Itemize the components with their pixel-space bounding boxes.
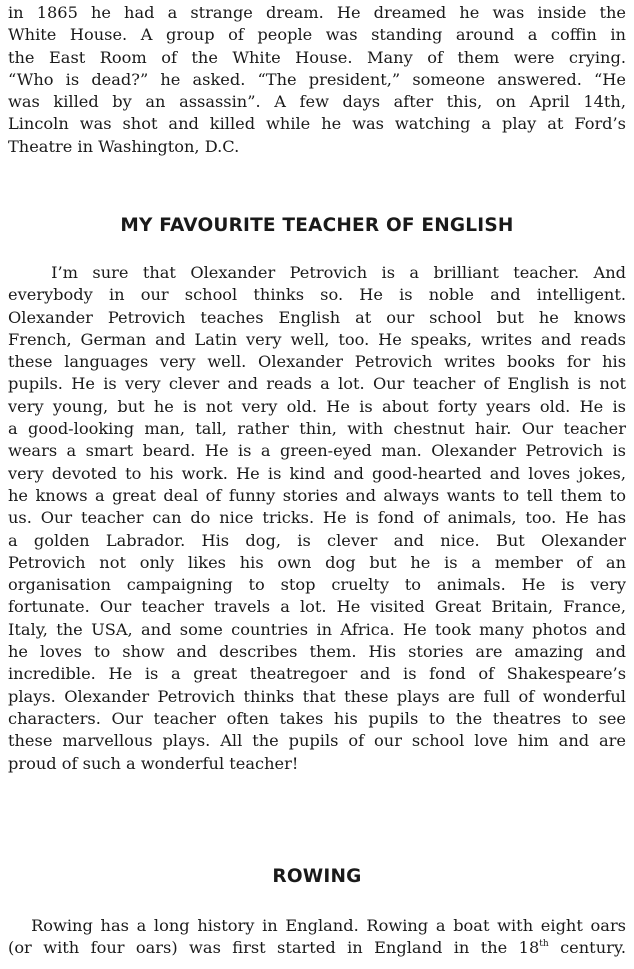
text-line xyxy=(8,937,626,959)
text-line: Rowing has a long history in England. Rowing a boat with eight oars xyxy=(8,916,626,935)
rowing-paragraph xyxy=(8,915,626,960)
text-line: pupils. He is very clever and reads a lot. Our teacher of English is not xyxy=(8,374,626,394)
text-line: plays. Olexander Petrovich thinks that these plays are full of wonderful xyxy=(8,686,626,706)
text-line: wears a smart beard. He is a green-eyed man. Olexander Petrovich is xyxy=(8,441,626,461)
text-line: proud of such a wonderful teacher! xyxy=(8,753,299,773)
text-line: us. Our teacher can do nice tricks. He is fond of animals, too. He has xyxy=(8,508,626,528)
text-line: organisation campaigning to stop cruelty to animals. He is very xyxy=(8,575,626,595)
section-title-teacher: MY FAVOURITE TEACHER OF ENGLISH xyxy=(120,215,514,236)
text-line: he knows a great deal of funny stories and always wants to tell them to xyxy=(8,485,626,505)
text-line: Theatre in Washington, D.C. xyxy=(8,136,240,156)
text-line: incredible. He is a great theatregoer and is fond of Shakespeare’s xyxy=(8,664,626,684)
text-line: these languages very well. Olexander Petrovich writes books for his xyxy=(8,352,626,372)
text-line: the East Room of the White House. Many of them were crying. xyxy=(8,47,626,67)
text-line: very devoted to his work. He is kind and good-hearted and loves jokes, xyxy=(8,463,626,483)
text-line: these marvellous plays. All the pupils of our school love him and are xyxy=(8,731,626,751)
text-line: everybody in our school thinks so. He is noble and intelligent. xyxy=(8,285,626,305)
text-line: Olexander Petrovich teaches English at our school but he knows xyxy=(8,307,626,327)
ordinal-suffix: th xyxy=(539,939,549,950)
text-line: French, German and Latin very well, too. He speaks, writes and reads xyxy=(8,329,626,349)
text-line: he loves to show and describes them. His stories are amazing and xyxy=(8,642,626,662)
intro-paragraph xyxy=(8,2,626,158)
text-line: characters. Our teacher often takes his pupils to the theatres to see xyxy=(8,708,626,728)
text-line: was killed by an assassin”. A few days after this, on April 14th, xyxy=(8,92,626,112)
text-line: Lincoln was shot and killed while he was watching a play at Ford’s xyxy=(8,114,626,134)
teacher-paragraph xyxy=(8,262,626,775)
text-line: “Who is dead?” he asked. “The president,” someone answered. “He xyxy=(8,69,626,89)
text-fragment: (or with four oars) was first started in England in the 18 xyxy=(8,938,540,958)
text-line: a good-looking man, tall, rather thin, with chestnut hair. Our teacher xyxy=(8,419,626,439)
text-fragment: century. xyxy=(548,938,626,958)
text-line: White House. A group of people was standing around a coffin in xyxy=(8,25,626,45)
text-line: in 1865 he had a strange dream. He dreamed he was inside the xyxy=(8,3,626,22)
text-line: Italy, the USA, and some countries in Africa. He took many photos and xyxy=(8,619,626,639)
text-line: very young, but he is not very old. He is about forty years old. He is xyxy=(8,396,626,416)
text-line: a golden Labrador. His dog, is clever and nice. But Olexander xyxy=(8,530,626,550)
text-line: Petrovich not only likes his own dog but he is a member of an xyxy=(8,552,626,572)
text-line: fortunate. Our teacher travels a lot. He visited Great Britain, France, xyxy=(8,597,626,617)
text-line: I’m sure that Olexander Petrovich is a brilliant teacher. And xyxy=(8,263,626,282)
section-title-rowing: ROWING xyxy=(272,866,362,887)
